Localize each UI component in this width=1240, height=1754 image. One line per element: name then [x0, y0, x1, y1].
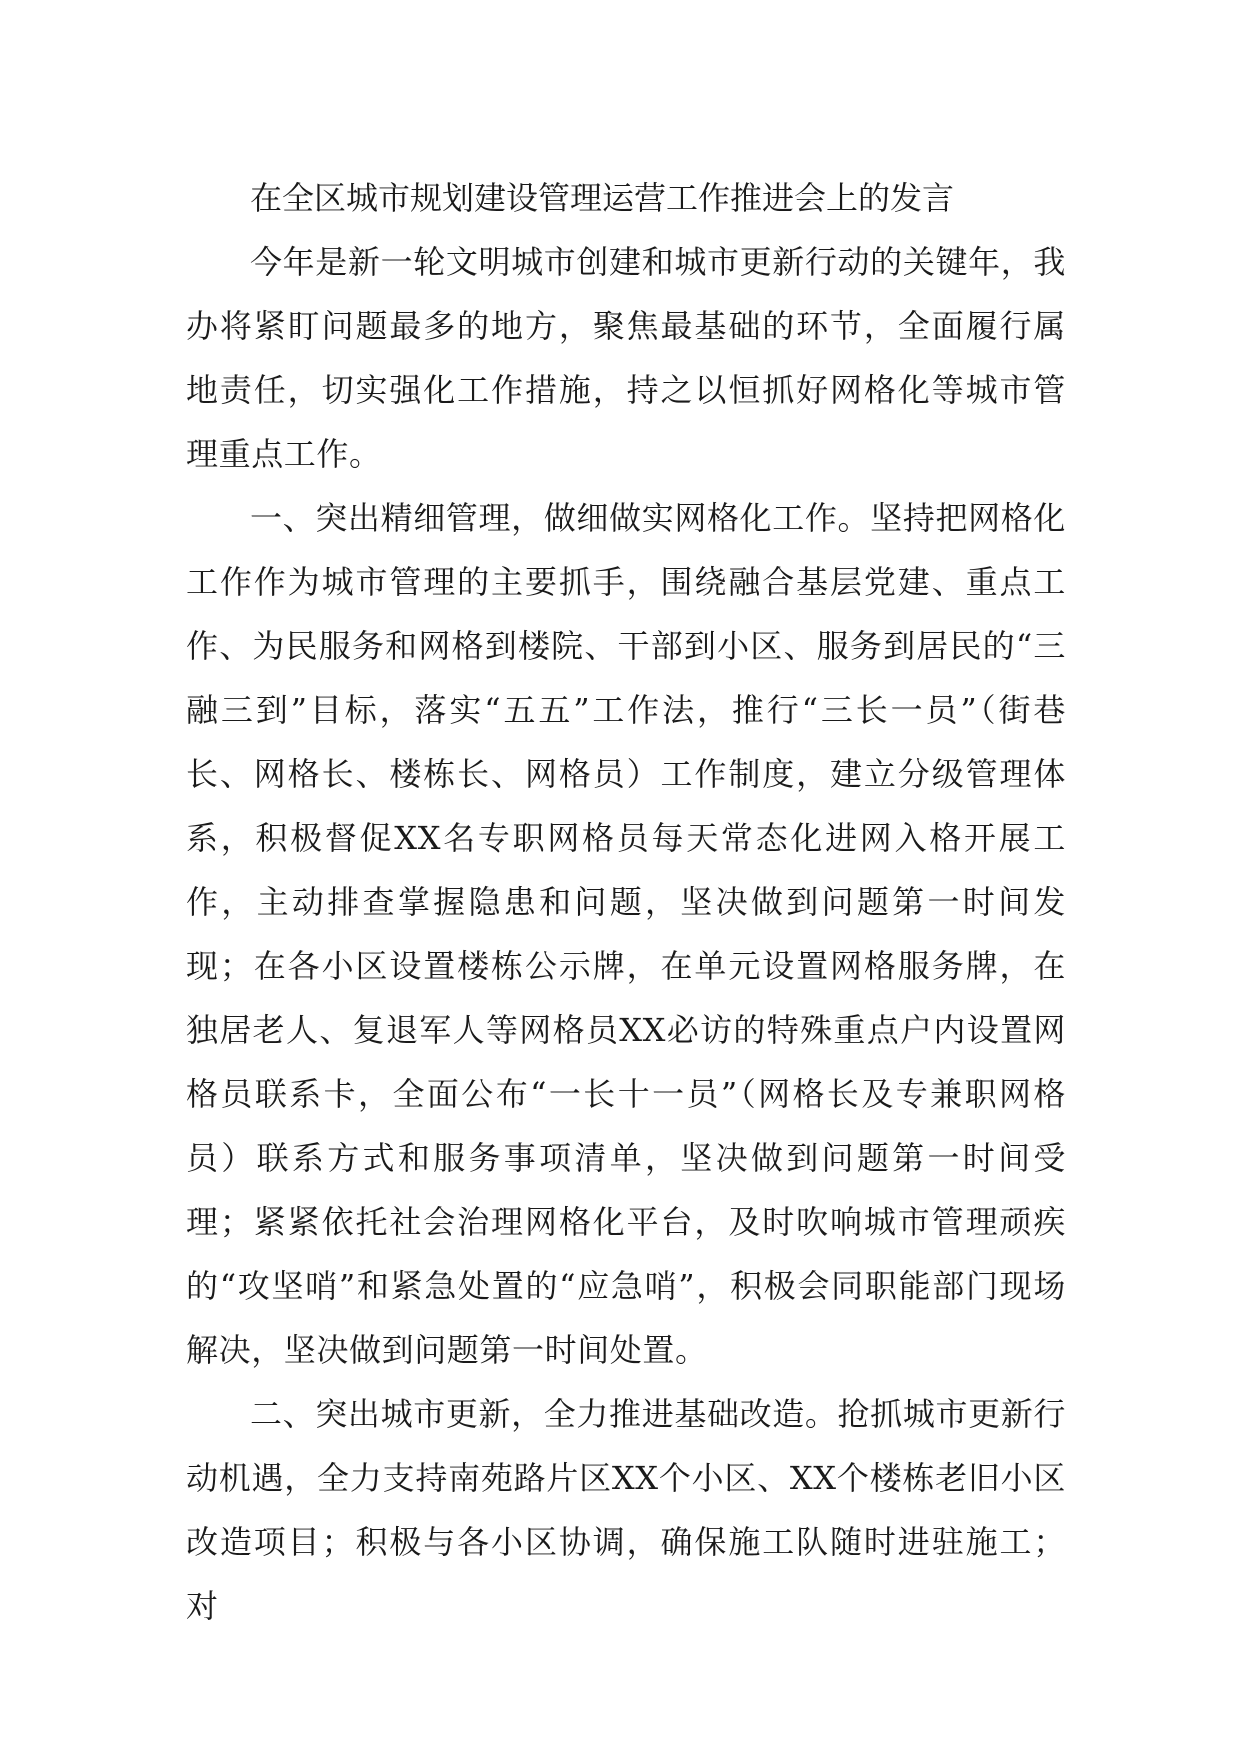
- document-title: 在全区城市规划建设管理运营工作推进会上的发言: [250, 179, 955, 217]
- paragraph-intro: 今年是新一轮文明城市创建和城市更新行动的关键年，我办将紧盯问题最多的地方，聚焦最基础的环节，全面履行属地责任，切实强化工作措施，持之以恒抓好网格化等城市管理重点工作。: [186, 243, 1066, 473]
- paragraph-section-one: 一、突出精细管理，做细做实网格化工作。坚持把网格化工作作为城市管理的主要抓手，围绕融合基层党建、重点工作、为民服务和网格到楼院、干部到小区、服务到居民的“三融三到”目标，落实“五五”工作法，推行“三长一员”（街巷长、网格长、楼栋长、网格员）工作制度，建立分级管理体系，积极督促XX名专职网格员每天常态化进网入格开展工作，主动排查掌握隐患和问题，坚决做到问题第一时间发现；在各小区设置楼栋公示牌，在单元设置网格服务牌，在独居老人、复退军人等网格员XX必访的特殊重点户内设置网格员联系卡，全面公布“一长十一员”（网格长及专兼职网格员）联系方式和服务事项清单，坚决做到问题第一时间受理；紧紧依托社会治理网格化平台，及时吹响城市管理顽疾的“攻坚哨”和紧急处置的“应急哨”，积极会同职能部门现场解决，坚决做到问题第一时间处置。: [186, 499, 1066, 1369]
- paragraph-section-two: 二、突出城市更新，全力推进基础改造。抢抓城市更新行动机遇，全力支持南苑路片区XX个小区、XX个楼栋老旧小区改造项目；积极与各小区协调，确保施工队随时进驻施工；对: [186, 1395, 1066, 1625]
- document-body: [186, 166, 1066, 1638]
